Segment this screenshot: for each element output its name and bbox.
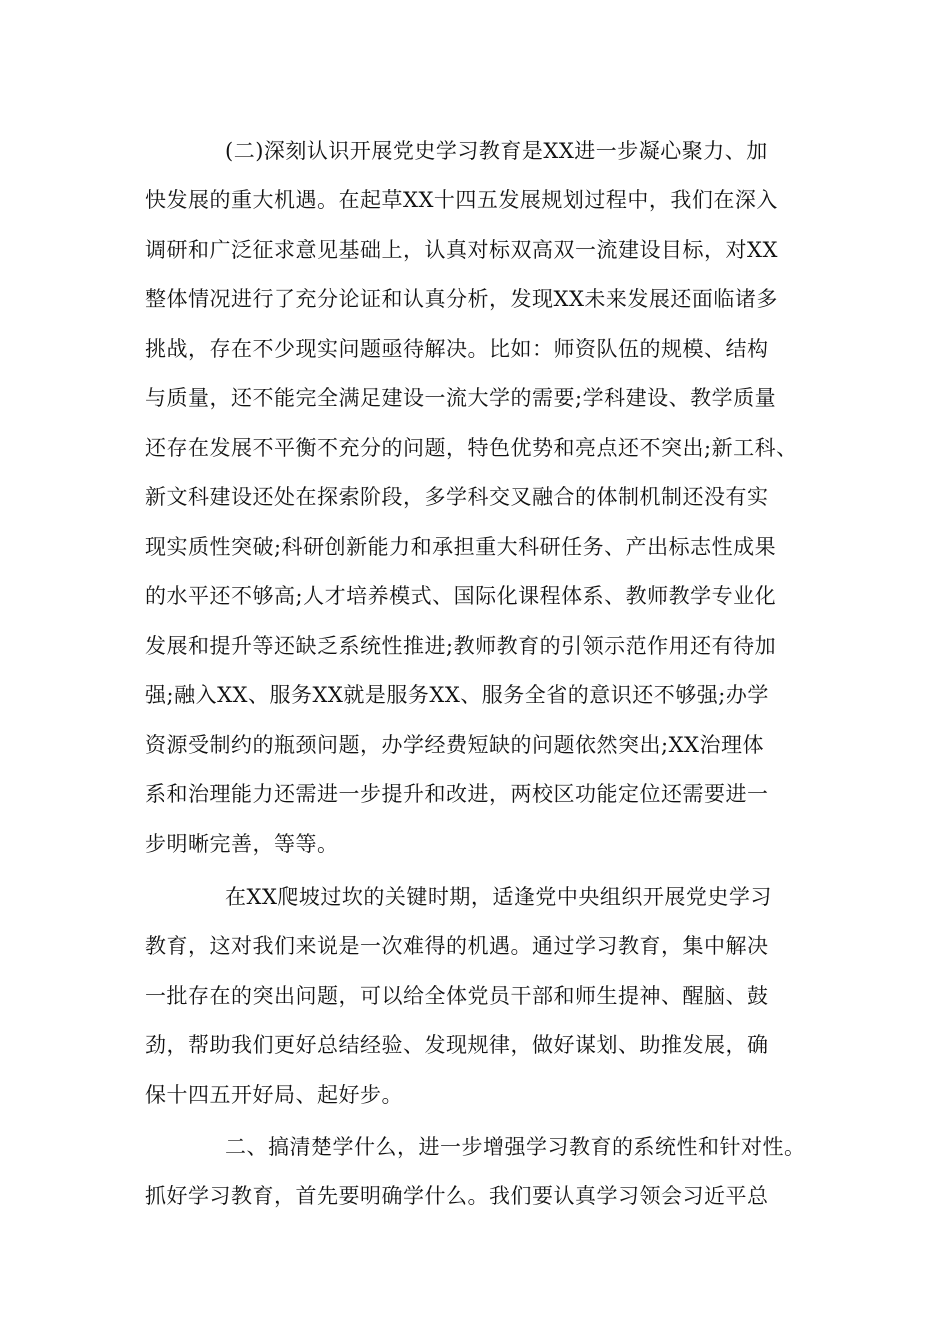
paragraph-line: 调研和广泛征求意见基础上，认真对标双高双一流建设目标，对XX	[145, 238, 778, 262]
paragraph-line: 与质量，还不能完全满足建设一流大学的需要;学科建设、教学质量	[145, 386, 777, 410]
paragraph-line: 快发展的重大机遇。在起草XX十四五发展规划过程中，我们在深入	[145, 188, 778, 212]
paragraph-line: 在XX爬坡过坎的关键时期，适逢党中央组织开展党史学习	[225, 885, 772, 909]
paragraph-line: 现实质性突破;科研创新能力和承担重大科研任务、产出标志性成果	[145, 535, 777, 559]
paragraph-line: 新文科建设还处在探索阶段，多学科交叉融合的体制机制还没有实	[145, 485, 769, 509]
paragraph-line: 挑战，存在不少现实问题亟待解决。比如：师资队伍的规模、结构	[145, 337, 769, 361]
section-heading: 二、搞清楚学什么，进一步增强学习教育的系统性和针对性。	[225, 1135, 806, 1159]
paragraph-line: 整体情况进行了充分论证和认真分析，发现XX未来发展还面临诸多	[145, 287, 778, 311]
paragraph-line: 发展和提升等还缺乏系统性推进;教师教育的引领示范作用还有待加	[145, 634, 777, 658]
paragraph-line: 步明晰完善，等等。	[145, 832, 339, 856]
paragraph-line: 一批存在的突出问题，可以给全体党员干部和师生提神、醒脑、鼓	[145, 984, 769, 1008]
paragraph-line: 抓好学习教育，首先要明确学什么。我们要认真学习领会习近平总	[145, 1184, 769, 1208]
paragraph-line: (二)深刻认识开展党史学习教育是XX进一步凝心聚力、加	[225, 139, 768, 163]
paragraph-line: 系和治理能力还需进一步提升和改进，两校区功能定位还需要进一	[145, 782, 769, 806]
paragraph-line: 保十四五开好局、起好步。	[145, 1083, 403, 1107]
paragraph-line: 强;融入XX、服务XX就是服务XX、服务全省的意识还不够强;办学	[145, 683, 769, 707]
paragraph-line: 还存在发展不平衡不充分的问题，特色优势和亮点还不突出;新工科、	[145, 436, 798, 460]
paragraph-line: 教育，这对我们来说是一次难得的机遇。通过学习教育，集中解决	[145, 934, 769, 958]
paragraph-line: 劲，帮助我们更好总结经验、发现规律，做好谋划、助推发展，确	[145, 1033, 769, 1057]
paragraph-line: 资源受制约的瓶颈问题，办学经费短缺的问题依然突出;XX治理体	[145, 733, 764, 757]
paragraph-line: 的水平还不够高;人才培养模式、国际化课程体系、教师教学专业化	[145, 584, 777, 608]
